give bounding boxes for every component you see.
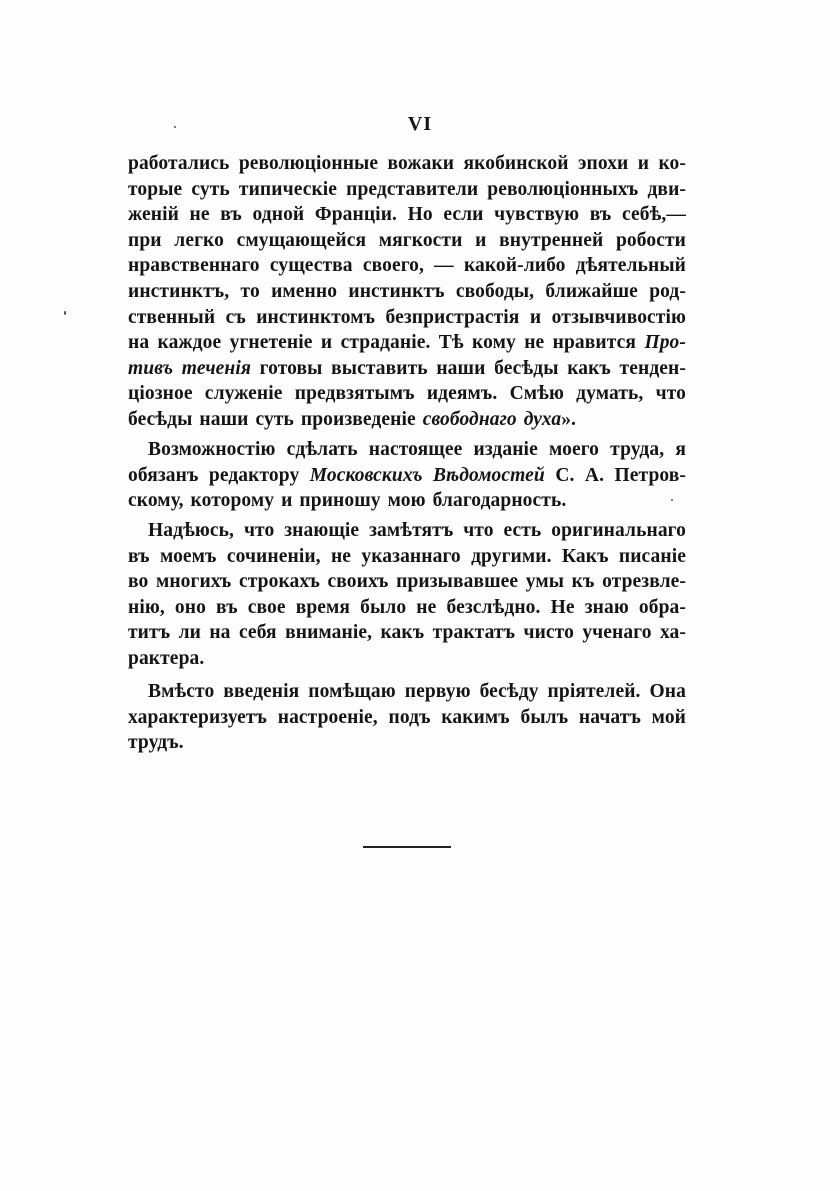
italic-title-run: Московскихъ Вѣдомостей (309, 464, 545, 486)
print-speck (671, 499, 673, 501)
page-number: VI (407, 113, 433, 135)
text-run: С. А. Петров- (544, 464, 686, 486)
text-line: титъ ли на себя вниманіе, какъ трактатъ чисто ученаго ха- (128, 622, 686, 644)
text-line-mixed (128, 330, 686, 356)
text-line: торые суть типическіе представители революціонныхъ дви- (128, 178, 686, 200)
print-speck (64, 311, 66, 315)
text-run: обязанъ редактору (128, 464, 310, 486)
section-end-rule (363, 846, 451, 848)
text-line: при легко смущающейся мягкости и внутренней робости (128, 229, 686, 251)
paragraph-4 (128, 679, 686, 756)
paragraph-3 (128, 518, 686, 672)
text-line-mixed (128, 356, 686, 382)
text-line: женій не въ одной Франціи. Но если чувствую въ себѣ,— (128, 204, 686, 226)
italic-title-run: Про- (644, 332, 686, 354)
text-line-mixed (128, 407, 686, 433)
text-run: готовы выставить наши бесѣды какъ тенден- (251, 357, 686, 379)
text-line: Возможностію сдѣлать настоящее изданіе моего труда, я (148, 439, 686, 460)
text-line: ственный съ инстинктомъ безпристрастія и отзывчивостію (128, 306, 686, 328)
text-line: въ моемъ сочиненіи, не указаннаго другими. Какъ писаніе (128, 545, 686, 567)
text-line: ціозное служеніе предвзятымъ идеямъ. Смѣю думать, что (128, 383, 686, 405)
text-line: нравственнаго существа своего, — какой-либо дѣятельный (128, 255, 686, 277)
text-line: трудъ. (128, 732, 184, 754)
text-line: скому, которому и приношу мою благодарность. (128, 490, 567, 512)
text-line: Надѣюсь, что знающіе замѣтятъ что есть оригинальнаго (148, 520, 686, 541)
italic-title-run: тивъ теченія (128, 357, 251, 379)
text-run: бесѣды наши суть произведеніе (128, 408, 423, 430)
text-run: ». (561, 408, 577, 430)
text-line: рактера. (128, 647, 205, 669)
text-line: характеризуетъ настроеніе, подъ какимъ былъ начатъ мой (128, 706, 686, 728)
text-line: во многихъ строкахъ своихъ призывавшее умы къ отрезвле- (128, 571, 686, 593)
paragraph-1 (128, 151, 686, 433)
print-speck (174, 126, 176, 128)
text-line: нію, оно въ свое время было не безслѣдно. Не знаю обра- (128, 596, 686, 618)
text-line-mixed (128, 463, 686, 489)
paragraph-2 (128, 437, 686, 514)
text-run: на каждое угнетеніе и страданіе. Тѣ кому не нравится (128, 332, 645, 354)
italic-phrase-run: свободнаго духа (422, 408, 562, 430)
text-line: работались революціонные вожаки якобинской эпохи и ко- (128, 153, 686, 174)
text-line: инстинктъ, то именно инстинктъ свободы, ближайше род- (128, 280, 686, 302)
text-line: Вмѣсто введенія помѣщаю первую бесѣду пріятелей. Она (148, 681, 686, 702)
